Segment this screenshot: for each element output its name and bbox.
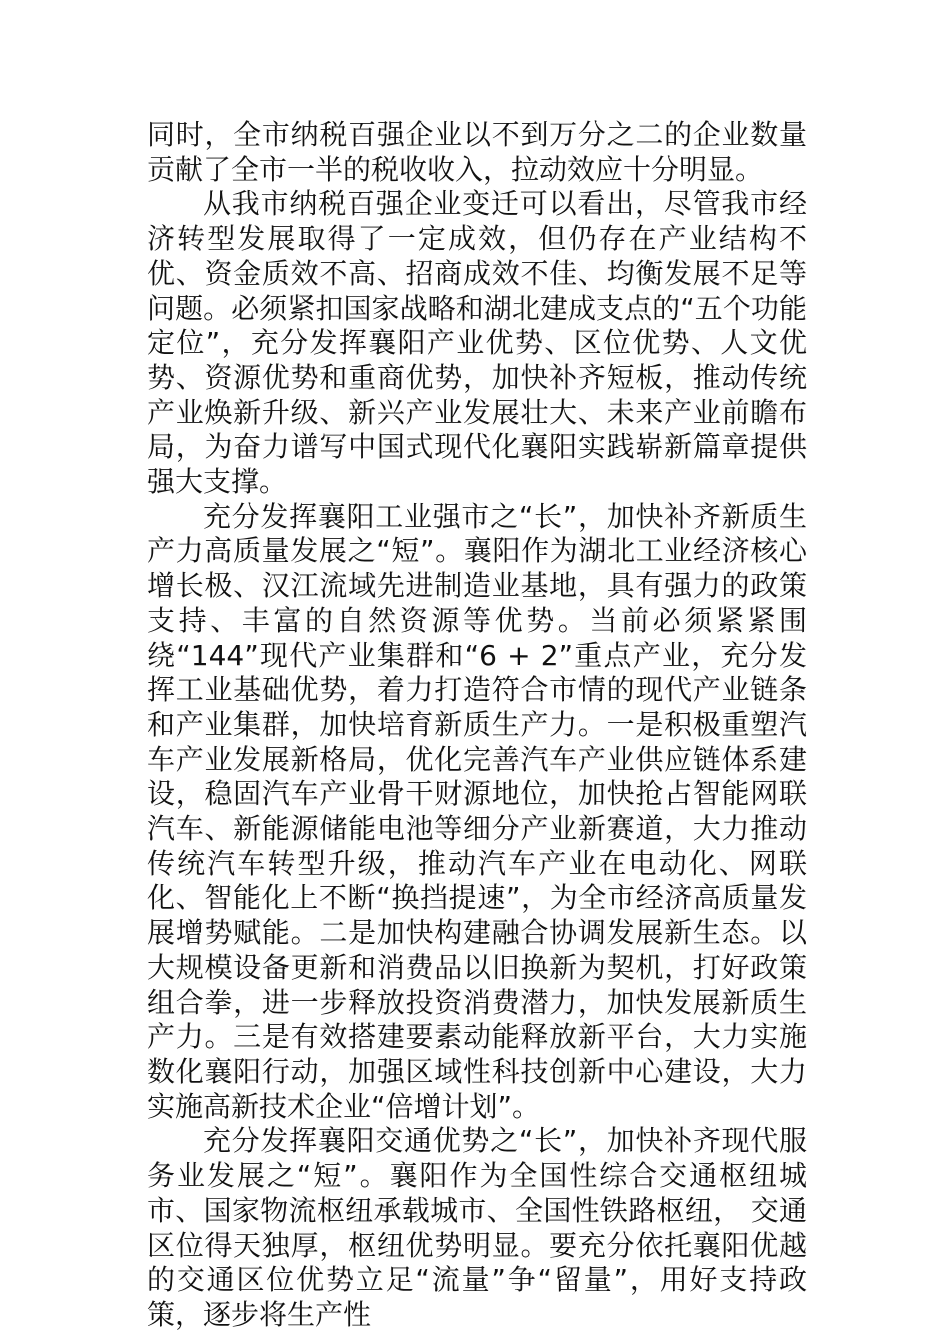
paragraph-industry: 充分发挥襄阳工业强市之“长”，加快补齐新质生产力高质量发展之“短”。襄阳作为湖北工业经济核心增长极、汉江流域先进制造业基地，具有强力的政策支持、丰富的自然资源等优势。当前必须紧紧围绕“144”现代产业集群和“6 + 2”重点产业，充分发挥工业基础优势，着力打造符合市情的现代产业链条和产业集群，加快培育新质生产力。一是积极重塑汽车产业发展新格局，优化完善汽车产业供应链体系建设，稳固汽车产业骨干财源地位，加快抢占智能网联汽车、新能源储能电池等细分产业新赛道，大力推动传统汽车转型升级，推动汽车产业在电动化、网联化、智能化上不断“换挡提速”，为全市经济高质量发展增势赋能。二是加快构建融合协调发展新生态。以大规模设备更新和消费品以旧换新为契机，打好政策组合拳，进一步释放投资消费潜力，加快发展新质生产力。三是有效搭建要素动能释放新平台，大力实施数化襄阳行动，加强区域性科技创新中心建设，大力实施高新技术企业“倍增计划”。 bbox=[147, 499, 807, 1123]
paragraph-transport: 充分发挥襄阳交通优势之“长”，加快补齐现代服务业发展之“短”。襄阳作为全国性综合交通枢纽城市、国家物流枢纽承载城市、全国性铁路枢纽， 交通区位得天独厚，枢纽优势明显。要充分依托襄阳优越的交通区位优势立足“流量”争“留量”，用好支持政策，逐步将生产性 bbox=[147, 1124, 807, 1331]
paragraph-continuation: 同时，全市纳税百强企业以不到万分之二的企业数量贡献了全市一半的税收收入，拉动效应十分明显。 bbox=[147, 118, 807, 186]
document-page bbox=[147, 118, 807, 1333]
paragraph-problems: 从我市纳税百强企业变迁可以看出，尽管我市经济转型发展取得了一定成效，但仍存在产业结构不优、资金质效不高、招商成效不佳、均衡发展不足等问题。必须紧扣国家战略和湖北建成支点的“五个功能定位”，充分发挥襄阳产业优势、区位优势、人文优势、资源优势和重商优势，加快补齐短板，推动传统产业焕新升级、新兴产业发展壮大、未来产业前瞻布局，为奋力谱写中国式现代化襄阳实践崭新篇章提供强大支撑。 bbox=[147, 187, 807, 499]
